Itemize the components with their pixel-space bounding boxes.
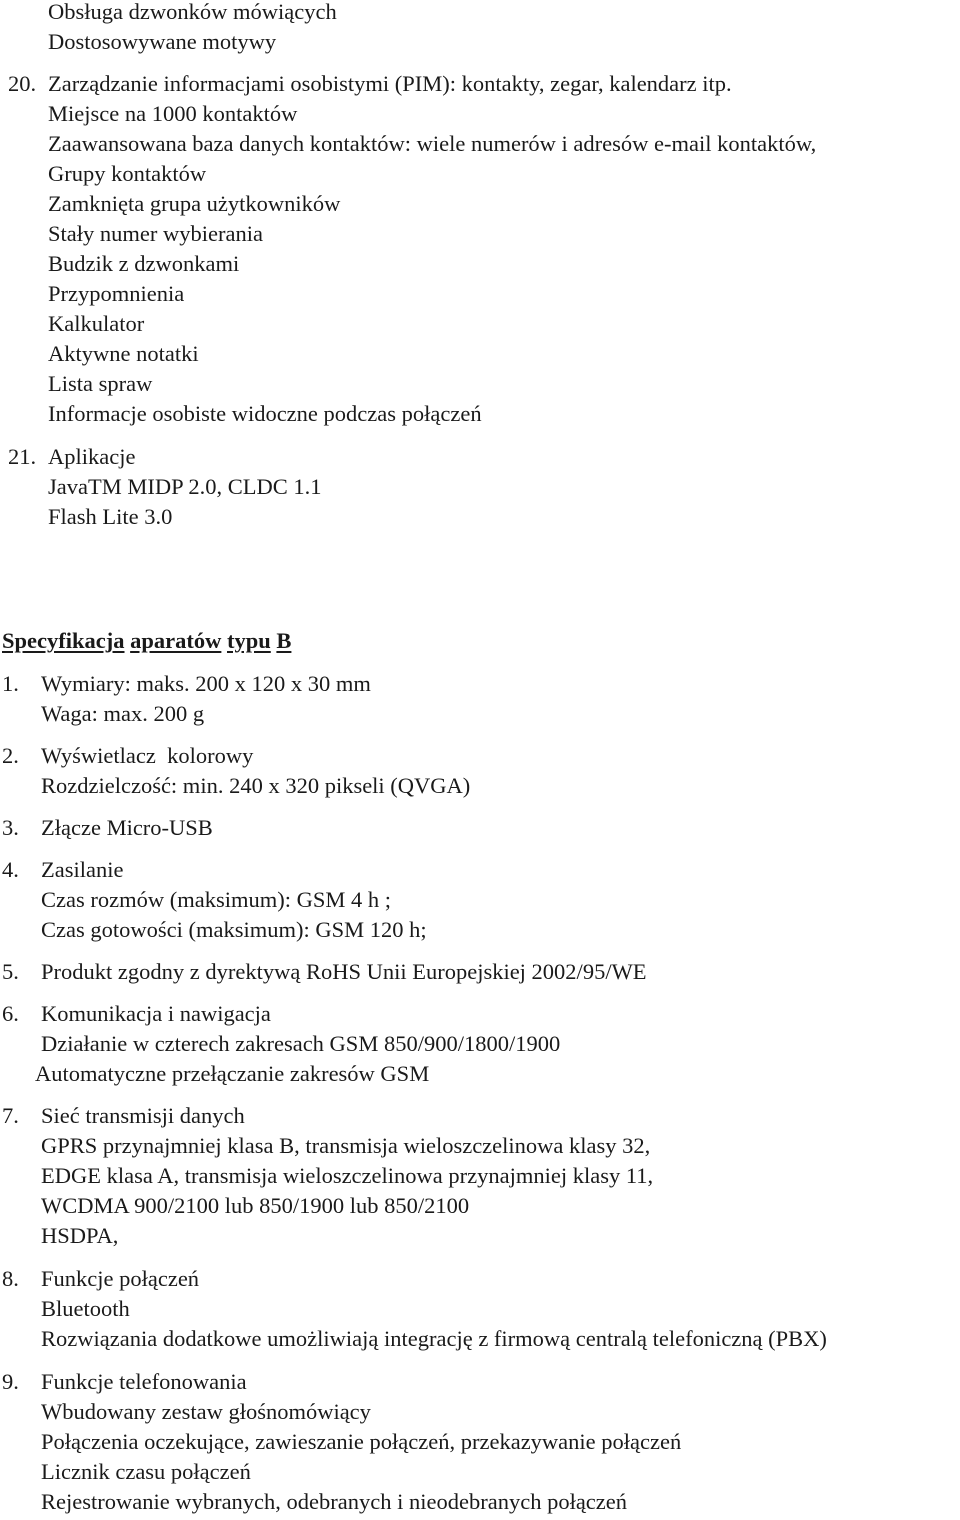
list-item: Rejestrowanie wybranych, odebranych i nieodebranych połączeń	[41, 1489, 628, 1514]
list-item: Grupy kontaktów	[48, 161, 207, 186]
list-item: Stały numer wybierania	[48, 221, 263, 246]
section-title: Komunikacja i nawigacja	[41, 1001, 271, 1026]
section-number: 4.	[2, 857, 19, 882]
section-number: 3.	[2, 815, 19, 840]
section-title: Wymiary: maks. 200 x 120 x 30 mm	[41, 671, 371, 696]
list-item: Rozdzielczość: min. 240 x 320 pikseli (QVGA)	[41, 773, 471, 798]
list-item: Czas rozmów (maksimum): GSM 4 h ;	[41, 887, 391, 912]
list-item: EDGE klasa A, transmisja wieloszczelinowa przynajmniej klasy 11,	[41, 1163, 654, 1188]
section-number: 21.	[8, 444, 37, 469]
list-item: HSDPA,	[41, 1223, 119, 1248]
list-item: Automatyczne przełączanie zakresów GSM	[35, 1061, 430, 1086]
section-title: Sieć transmisji danych	[41, 1103, 245, 1128]
list-item: Aktywne notatki	[48, 341, 199, 366]
list-item: Zamknięta grupa użytkowników	[48, 191, 341, 216]
list-item: Działanie w czterech zakresach GSM 850/900/1800/1900	[41, 1031, 561, 1056]
heading-word: Specyfikacja	[2, 628, 125, 653]
list-item: Miejsce na 1000 kontaktów	[48, 101, 298, 126]
list-item: Połączenia oczekujące, zawieszanie połączeń, przekazywanie połączeń	[41, 1429, 682, 1454]
list-item: Wbudowany zestaw głośnomówiący	[41, 1399, 371, 1424]
heading-word: B	[276, 628, 292, 653]
section-number: 2.	[2, 743, 19, 768]
list-item: GPRS przynajmniej klasa B, transmisja wieloszczelinowa klasy 32,	[41, 1133, 651, 1158]
list-item: Zaawansowana baza danych kontaktów: wiele numerów i adresów e-mail kontaktów,	[48, 131, 817, 156]
section-title: Funkcje telefonowania	[41, 1369, 247, 1394]
heading-word: typu	[227, 628, 271, 653]
list-item: Przypomnienia	[48, 281, 185, 306]
section-title: Aplikacje	[48, 444, 136, 469]
list-item: Rozwiązania dodatkowe umożliwiają integrację z firmową centralą telefoniczną (PBX)	[41, 1326, 827, 1351]
section-title: Złącze Micro-USB	[41, 815, 213, 840]
section-title: Zarządzanie informacjami osobistymi (PIM): kontakty, zegar, kalendarz itp.	[48, 71, 732, 96]
section-number: 1.	[2, 671, 19, 696]
list-item: WCDMA 900/2100 lub 850/1900 lub 850/2100	[41, 1193, 470, 1218]
section-number: 6.	[2, 1001, 19, 1026]
section-number: 5.	[2, 959, 19, 984]
page-heading	[2, 626, 291, 656]
heading-word: aparatów	[130, 628, 222, 653]
list-item: Dostosowywane motywy	[48, 29, 277, 54]
section-number: 20.	[8, 71, 37, 96]
section-title: Produkt zgodny z dyrektywą RoHS Unii Europejskiej 2002/95/WE	[41, 959, 647, 984]
list-item: Kalkulator	[48, 311, 145, 336]
list-item: Bluetooth	[41, 1296, 130, 1321]
list-item: Licznik czasu połączeń	[41, 1459, 251, 1484]
list-item: Flash Lite 3.0	[48, 504, 173, 529]
list-item: Informacje osobiste widoczne podczas połączeń	[48, 401, 482, 426]
section-title: Funkcje połączeń	[41, 1266, 200, 1291]
list-item: Waga: max. 200 g	[41, 701, 205, 726]
section-number: 7.	[2, 1103, 19, 1128]
list-item: Lista spraw	[48, 371, 153, 396]
section-number: 8.	[2, 1266, 19, 1291]
section-number: 9.	[2, 1369, 19, 1394]
list-item: Obsługa dzwonków mówiących	[48, 0, 337, 24]
list-item: Budzik z dzwonkami	[48, 251, 240, 276]
section-title: Zasilanie	[41, 857, 124, 882]
list-item: JavaTM MIDP 2.0, CLDC 1.1	[48, 474, 322, 499]
section-title: Wyświetlacz kolorowy	[41, 743, 254, 768]
list-item: Czas gotowości (maksimum): GSM 120 h;	[41, 917, 427, 942]
